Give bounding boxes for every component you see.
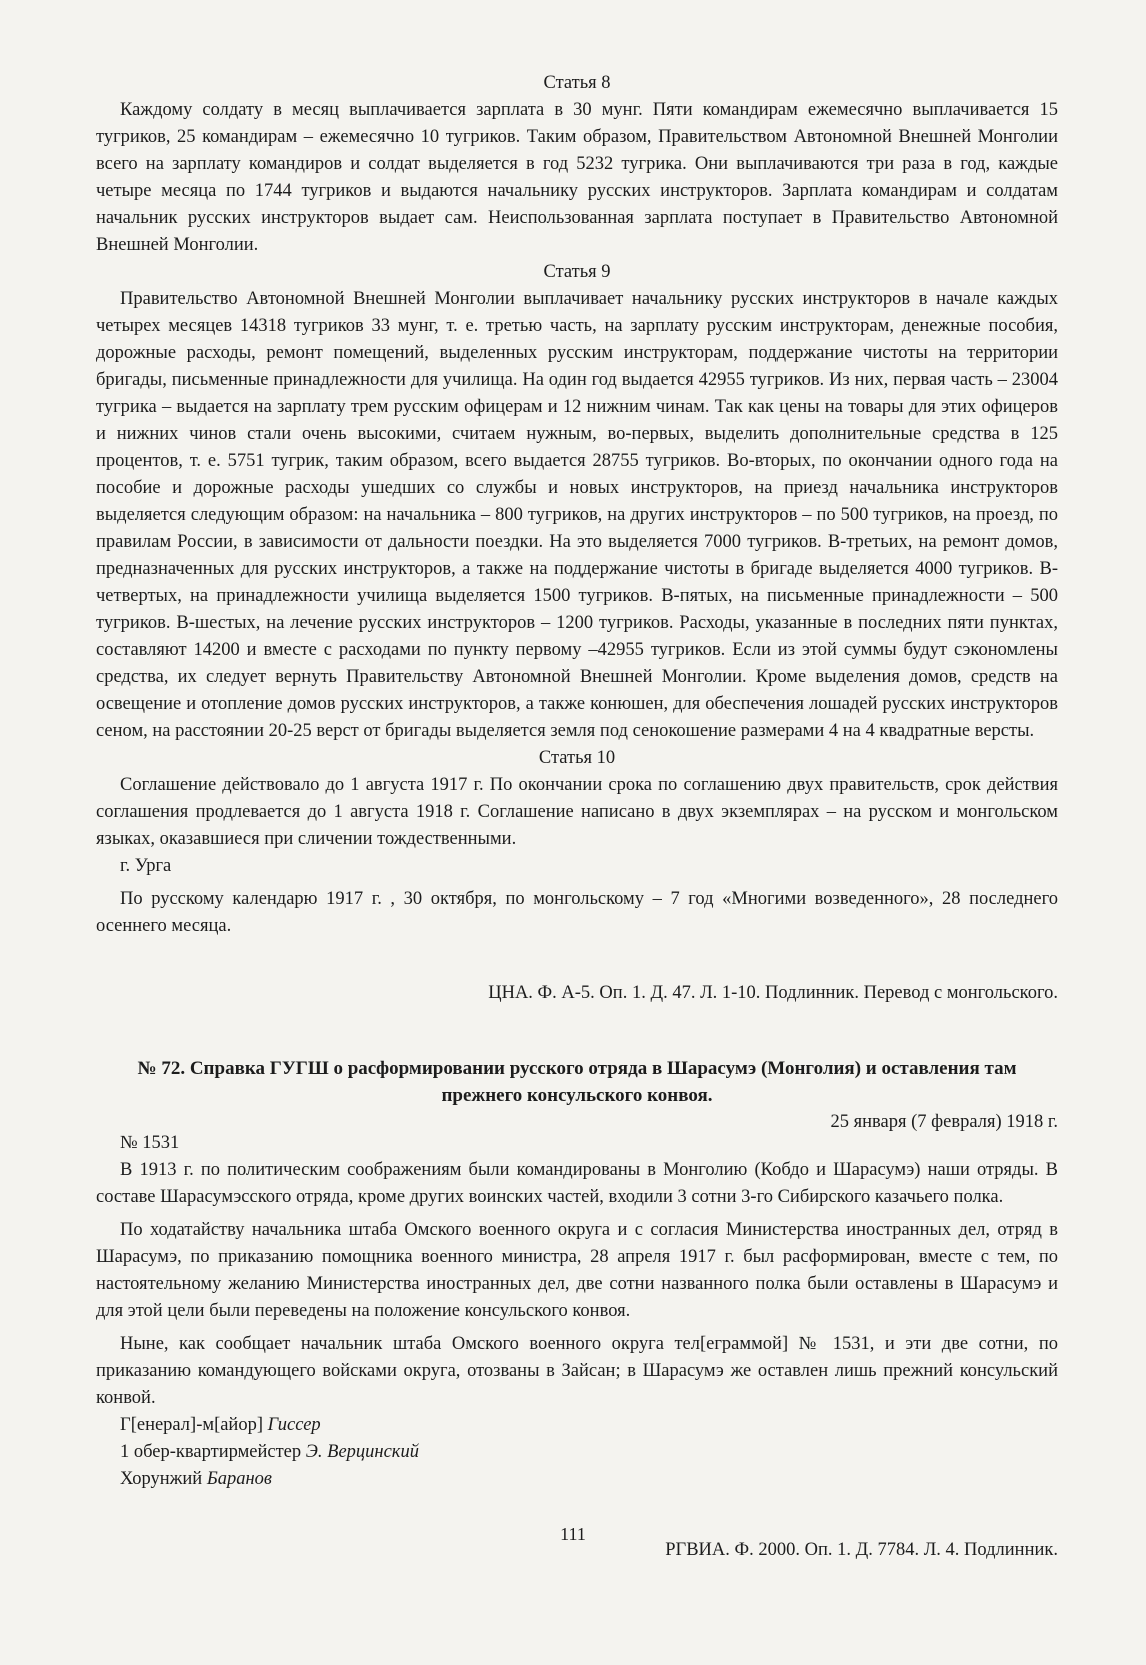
- article-10-text: Соглашение действовало до 1 августа 1917 г. По окончании срока по соглашению двух правительств, срок действия соглашения продлевается до 1 августа 1918 г. Соглашение написано в двух экземплярах – на русском и монгольском языках, оказавшиеся при сличении тождественными.: [96, 775, 1058, 849]
- document-72-paragraph-1: В 1913 г. по политическим соображениям были командированы в Монголию (Кобдо и Шарасумэ) наши отряды. В составе Шарасумэсского отряда, кроме других воинских частей, входили 3 сотни 3-го Сибирского казачьего полка.: [96, 1160, 1058, 1207]
- signature-name: Э. Верцинский: [305, 1442, 419, 1462]
- document-72-paragraph-2: По ходатайству начальника штаба Омского военного округа и с согласия Министерства иностранных дел, отряд в Шарасумэ, по приказанию помощника военного министра, 28 апреля 1917 г. был расформирован, вместе с тем, по настоятельному желанию Министерства иностранных дел, две сотни названного полка были оставлены в Шарасумэ и для этой цели были переведены на положение консульского конвоя.: [96, 1220, 1058, 1321]
- signature-role: 1 обер-квартирмейстер: [120, 1442, 302, 1462]
- article-8-text: Каждому солдату в месяц выплачивается зарплата в 30 мунг. Пяти командирам ежемесячно выплачивается 15 тугриков, 25 командирам – ежемесячно 10 тугриков. Таким образом, Правительством Автономной Внешней Монголии всего на зарплату командиров и солдат выделяется в год 5232 тугрика. Они выплачиваются три раза в год, каждые четыре месяца по 1744 тугриков и выдаются начальнику русских инструкторов. Зарплата командирам и солдатам начальник русских инструкторов выдает сам. Неиспользованная зарплата поступает в Правительство Автономной Внешней Монголии.: [96, 100, 1058, 255]
- signature-name: Баранов: [206, 1469, 272, 1489]
- document-72-paragraph-3: Ныне, как сообщает начальник штаба Омского военного округа тел[еграммой] № 1531, и эти две сотни, по приказанию командующего войсками округа, отозваны в Зайсан; в Шарасумэ же оставлен лишь прежний консульский конвой.: [96, 1334, 1058, 1408]
- signature-line: [96, 1439, 1058, 1466]
- signature-line: [96, 1466, 1058, 1493]
- document-72-date: 25 января (7 февраля) 1918 г.: [830, 1112, 1058, 1132]
- article-9-heading: Статья 9: [543, 262, 611, 282]
- document-72-number: № 1531: [120, 1133, 180, 1153]
- signature-role: Хорунжий: [120, 1469, 203, 1489]
- document-72-title: № 72. Справка ГУГШ о расформировании русского отряда в Шарасумэ (Монголия) и оставления там прежнего консульского конвоя.: [137, 1058, 1017, 1106]
- page-number: 111: [560, 1524, 586, 1544]
- article-8-heading: Статья 8: [543, 73, 611, 93]
- signature-role: Г[енерал]-м[айор]: [120, 1415, 263, 1435]
- place-line: г. Урга: [120, 856, 172, 876]
- article-10-heading: Статья 10: [538, 748, 616, 768]
- signature-name: Гиссер: [267, 1415, 321, 1435]
- date-paragraph: По русскому календарю 1917 г. , 30 октября, по монгольскому – 7 год «Многими возведенного», 28 последнего осеннего месяца.: [96, 889, 1058, 936]
- archive-source-2: РГВИА. Ф. 2000. Оп. 1. Д. 7784. Л. 4. Подлинник.: [665, 1540, 1058, 1560]
- article-9-text: Правительство Автономной Внешней Монголии выплачивает начальнику русских инструкторов в начале каждых четырех месяцев 14318 тугриков 33 мунг, т. е. третью часть, на зарплату русским инструкторам, денежные пособия, дорожные расходы, ремонт помещений, выделенных русским инструкторам, поддержание чистоты на территории бригады, письменные принадлежности для училища. На один год выдается 42955 тугриков. Из них, первая часть – 23004 тугрика – выдается на зарплату трем русским офицерам и 12 нижним чинам. Так как цены на товары для этих офицеров и нижних чинов стали очень высокими, считаем нужным, во-первых, выделить дополнительные средства в 125 процентов, т. е. 5751 тугрик, таким образом, всего выдается 28755 тугриков. Во-вторых, по окончании одного года на пособие и дорожные расходы ушедших со службы и новых инструкторов, на приезд начальника инструкторов выделяется следующим образом: на начальника – 800 тугриков, на других инструкторов – по 500 тугриков, на проезд, по правилам России, в зависимости от дальности поездки. На это выделяется 7000 тугриков. В-третьих, на ремонт домов, предназначенных для русских инструкторов, а также на поддержание чистоты в бригаде выделяется 4000 тугриков. В-четвертых, на принадлежности училища выделяется 1500 тугриков. В-пятых, на письменные принадлежности – 500 тугриков. В-шестых, на лечение русских инструкторов – 1200 тугриков. Расходы, указанные в последних пяти пунктах, составляют 14200 и вместе с расходами по пункту первому –42955 тугриков. Если из этой суммы будут сэкономлены средства, их следует вернуть Правительству Автономной Внешней Монголии. Кроме выделения домов, средств на освещение и отопление домов русских инструкторов, а также конюшен, для обеспечения лошадей русских инструкторов сеном, на расстоянии 20-25 верст от бригады выделяется земля под сенокошение размерами 4 на 4 квадратные версты.: [96, 289, 1058, 741]
- archive-source-1: ЦНА. Ф. А-5. Оп. 1. Д. 47. Л. 1-10. Подлинник. Перевод с монгольского.: [488, 983, 1058, 1003]
- signature-line: [96, 1412, 1058, 1439]
